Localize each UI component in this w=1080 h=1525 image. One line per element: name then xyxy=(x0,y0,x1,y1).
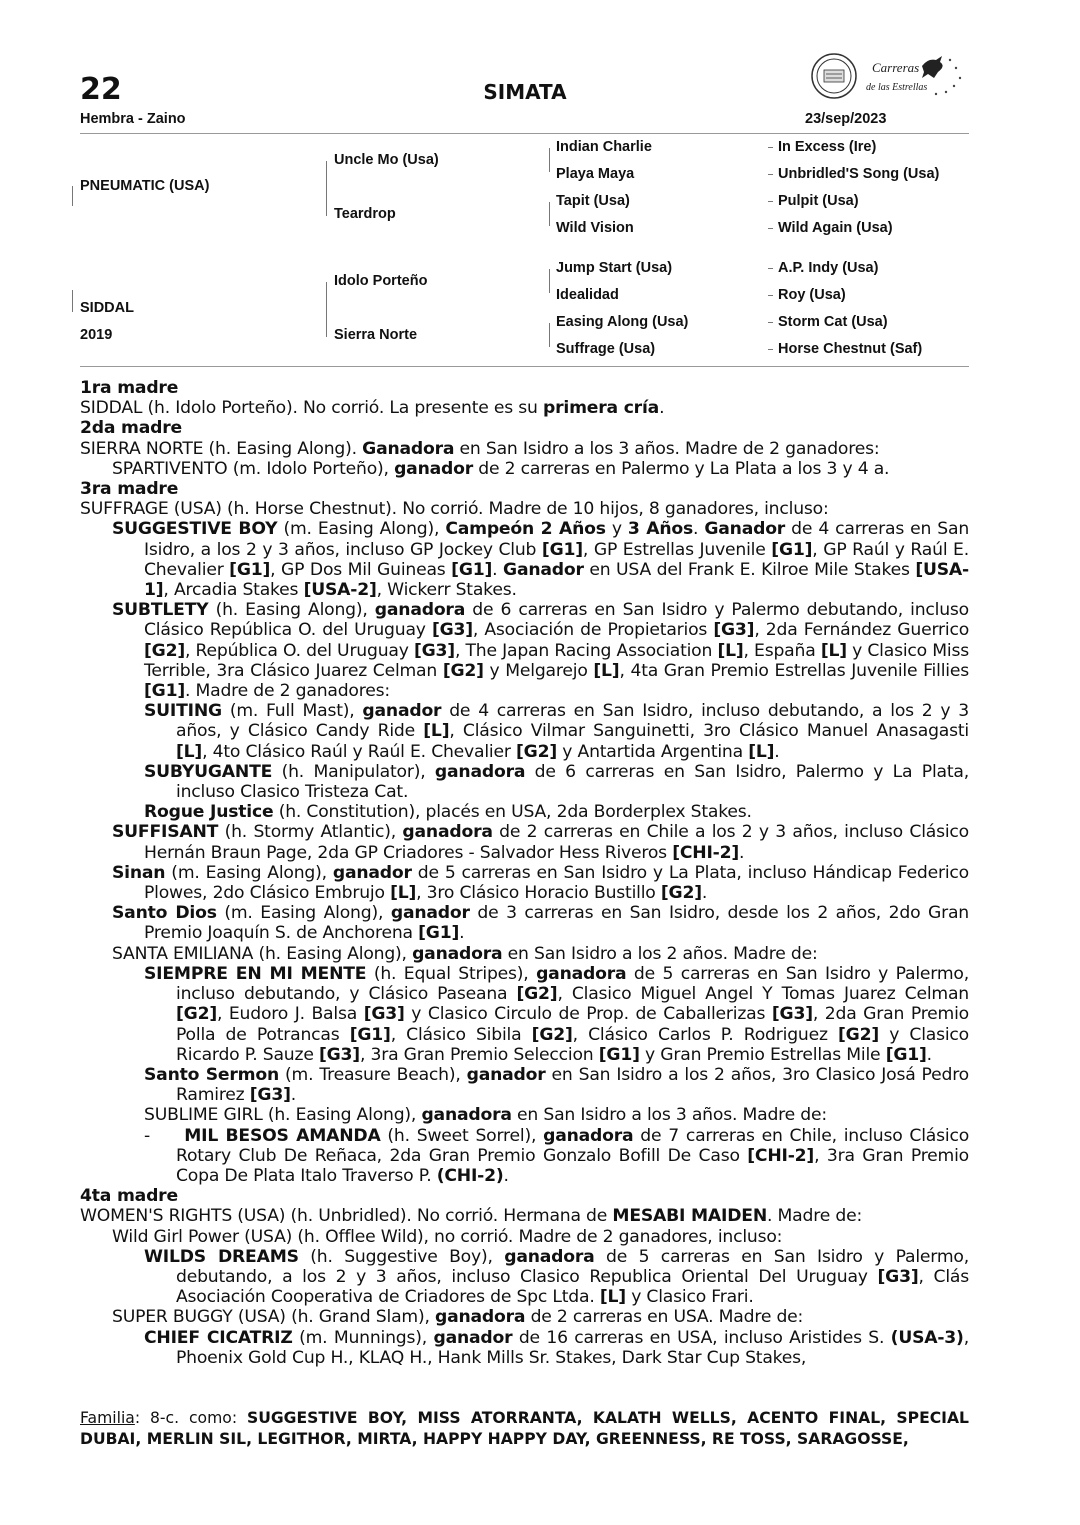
g3-ancestor: Tapit (Usa) xyxy=(556,193,630,209)
section-heading: 4ta madre xyxy=(80,1186,178,1207)
g3-bracket-1 xyxy=(549,148,550,172)
g3-bracket-3 xyxy=(549,269,550,293)
header-divider xyxy=(80,133,969,134)
running-horse-icon xyxy=(922,56,943,78)
g4-ancestor: Roy (Usa) xyxy=(778,287,846,303)
sex-color: Hembra - Zaino xyxy=(80,111,186,127)
dash xyxy=(768,228,773,229)
record-entry: WILDS DREAMS (h. Suggestive Boy), ganadora de 5 carreras en San Isidro y Palermo, debutando, a los 2 y 3 años, incluso Clasico Republica Oriental Del Uruguay [G3], Clás Asociación Cooperativa de Criadores de Spc Ltda. [L] y Clasico Frari. xyxy=(144,1246,969,1308)
g3-ancestor: Wild Vision xyxy=(556,220,634,236)
sire-bracket xyxy=(72,186,73,206)
record-entry: SIERRA NORTE (h. Easing Along). Ganadora en San Isidro a los 3 años. Madre de 2 ganadores: xyxy=(80,438,880,459)
g4-ancestor: Horse Chestnut (Saf) xyxy=(778,341,923,357)
record-entry: SUGGESTIVE BOY (m. Easing Along), Campeón 2 Años y 3 Años. Ganador de 4 carreras en San Isidro, a los 2 y 3 años, incluso GP Jockey Club [G1], GP Estrellas Juvenile [G1], GP Raúl y Raúl E. Chevalier [G1], GP Dos Mil Guineas [G1]. Ganador en USA del Frank E. Kilroe Mile Stakes [USA-1], Arcadia Stakes [USA-2], Wickerr Stakes. xyxy=(112,519,970,601)
horse-name: SIMATA xyxy=(483,80,567,104)
g3-ancestor: Jump Start (Usa) xyxy=(556,260,673,276)
record-entry: SIDDAL (h. Idolo Porteño). No corrió. La presente es su primera cría. xyxy=(80,398,665,419)
produce-record xyxy=(80,378,969,1368)
sire-dam: Teardrop xyxy=(334,206,396,222)
dash xyxy=(768,174,773,175)
g3-bracket-2 xyxy=(549,202,550,226)
family-note xyxy=(80,1408,969,1450)
g2-bracket-2 xyxy=(326,282,327,337)
dash xyxy=(768,295,773,296)
g4-ancestor: In Excess (Ire) xyxy=(778,139,877,155)
dam-bracket xyxy=(72,290,73,312)
dash xyxy=(768,201,773,202)
record-entry: SANTA EMILIANA (h. Easing Along), ganadora en San Isidro a los 2 años. Madre de: xyxy=(112,943,818,964)
dam: SIDDAL xyxy=(80,300,134,316)
dam-sire: Idolo Porteño xyxy=(334,273,428,289)
g3-ancestor: Playa Maya xyxy=(556,166,635,182)
record-entry: Santo Sermon (m. Treasure Beach), ganador en San Isidro a los 2 años, 3ro Clasico Josá Pedro Ramirez [G3]. xyxy=(144,1064,969,1106)
g4-ancestor: Unbridled'S Song (Usa) xyxy=(778,166,940,182)
dam-dam: Sierra Norte xyxy=(334,327,418,343)
record-entry: SUBTLETY (h. Easing Along), ganadora de 6 carreras en San Isidro y Palermo debutando, incluso Clásico República O. del Uruguay [G3], Asociación de Propietarios [G3], 2da Fernández Guerrico [G2], República O. del Uruguay [G3], The Japan Racing Association [L], España [L] y Clasico Miss Terrible, 3ra Clásico Juarez Celman [G2] y Melgarejo [L], 4ta Gran Premio Estrellas Juvenile Fillies [G1]. Madre de 2 ganadores: xyxy=(112,600,970,702)
g3-ancestor: Idealidad xyxy=(556,287,619,303)
g3-ancestor: Easing Along (Usa) xyxy=(556,314,689,330)
record-entry: Wild Girl Power (USA) (h. Offlee Wild), no corrió. Madre de 2 ganadores, incluso: xyxy=(112,1226,783,1247)
record-entry: CHIEF CICATRIZ (m. Munnings), ganador de 16 carreras en USA, incluso Aristides S. (USA-3), Phoenix Gold Cup H., KLAQ H., Hank Mills Sr. Stakes, Dark Star Cup Stakes, xyxy=(144,1327,969,1368)
record-entry: WOMEN'S RIGHTS (USA) (h. Unbridled). No corrió. Hermana de MESABI MAIDEN. Madre de: xyxy=(80,1206,863,1227)
dash xyxy=(768,268,773,269)
record-entry: SUITING (m. Full Mast), ganador de 4 carreras en San Isidro, incluso debutando, a los 2 y 3 años, y Clásico Candy Ride [L], Clásico Vilmar Sanguinetti, 3ro Clásico Manuel Anasagasti [L], 4to Clásico Raúl y Raúl E. Chevalier [G2] y Antartida Argentina [L]. xyxy=(144,701,969,762)
record-entry: SPARTIVENTO (m. Idolo Porteño), ganador de 2 carreras en Palermo y La Plata a los 3 y 4 a. xyxy=(112,458,890,479)
catalog-date: 23/sep/2023 xyxy=(805,111,887,127)
pedigree-divider xyxy=(80,366,969,367)
dash xyxy=(768,147,773,148)
record-entry: Rogue Justice (h. Constitution), placés en USA, 2da Borderplex Stakes. xyxy=(144,802,752,823)
record-entry: Sinan (m. Easing Along), ganador de 5 carreras en San Isidro y La Plata, incluso Hándicap Federico Plowes, 2do Clásico Embrujo [L], 3ro Clásico Horacio Bustillo [G2]. xyxy=(112,862,969,904)
sire-sire: Uncle Mo (Usa) xyxy=(334,152,439,168)
record-entry: SUBLIME GIRL (h. Easing Along), ganadora en San Isidro a los 3 años. Madre de: xyxy=(144,1105,827,1126)
family-text: : 8-c. como: xyxy=(134,1409,247,1427)
sire: PNEUMATIC (USA) xyxy=(80,178,210,194)
record-entry: SUBYUGANTE (h. Manipulator), ganadora de 6 carreras en San Isidro, Palermo y La Plata, incluso Clasico Tristeza Cat. xyxy=(144,761,969,803)
record-entry: SIEMPRE EN MI MENTE (h. Equal Stripes), ganadora de 5 carreras en San Isidro y Palermo, incluso debutando, y Clásico Paseana [G2], Clasico Miguel Angel Y Tomas Juarez Celman [G2], Eudoro J. Balsa [G3] y Clasico Circulo de Prop. de Caballerizas [G3], 2da Gran Premio Polla de Potrancas [G1], Clásico Sibila [G2], Clásico Carlos P. Rodriguez [G2] y Clasico Ricardo P. Sauze [G3], 3ra Gran Premio Seleccion [G1] y Gran Premio Estrellas Mile [G1]. xyxy=(144,963,969,1065)
g4-ancestor: Pulpit (Usa) xyxy=(778,193,859,209)
g4-ancestor: Wild Again (Usa) xyxy=(778,220,893,236)
dash xyxy=(768,349,773,350)
section-heading: 3ra madre xyxy=(80,479,179,500)
lot-number: 22 xyxy=(80,72,122,107)
event-logo xyxy=(810,48,970,104)
section-heading: 2da madre xyxy=(80,418,182,439)
g4-ancestor: A.P. Indy (Usa) xyxy=(778,260,879,276)
breeders-cup-seal-icon xyxy=(810,48,970,104)
g3-bracket-4 xyxy=(549,323,550,347)
foaling-year: 2019 xyxy=(80,327,113,343)
record-entry: Santo Dios (m. Easing Along), ganador de 3 carreras en San Isidro, desde los 2 años, 2do Gran Premio Joaquín S. de Anchorena [G1]. xyxy=(112,903,969,944)
family-names: SUGGESTIVE BOY, MISS ATORRANTA, KALATH WELLS, ACENTO FINAL, SPECIAL DUBAI, MERLIN SIL, LEGITHOR, MIRTA, HAPPY HAPPY DAY, GREENNESS, RE TOSS, SARAGOSSE, xyxy=(80,1409,969,1448)
section-heading: 1ra madre xyxy=(80,378,179,398)
g3-ancestor: Indian Charlie xyxy=(556,139,652,155)
g2-bracket-1 xyxy=(326,161,327,216)
family-label: Familia xyxy=(80,1409,135,1427)
record-entry: - MIL BESOS AMANDA (h. Sweet Sorrel), ganadora de 7 carreras en Chile, incluso Clásico Rotary Club De Reñaca, 2da Gran Premio Gonzalo Bofill De Caso [CHI-2], 3ra Gran Premio Copa De Plata Italo Traverso P. (CHI-2). xyxy=(144,1125,970,1186)
g4-ancestor: Storm Cat (Usa) xyxy=(778,314,888,330)
g3-ancestor: Suffrage (Usa) xyxy=(556,341,656,357)
record-entry: SUPER BUGGY (USA) (h. Grand Slam), ganadora de 2 carreras en USA. Madre de: xyxy=(112,1307,804,1328)
record-entry: SUFFRAGE (USA) (h. Horse Chestnut). No corrió. Madre de 10 hijos, 8 ganadores, incluso: xyxy=(80,499,829,520)
dash xyxy=(768,322,773,323)
logo-text-2: de las Estrellas xyxy=(866,82,928,93)
record-entry: SUFFISANT (h. Stormy Atlantic), ganadora de 2 carreras en Chile a los 2 y 3 años, incluso Clásico Hernán Braun Page, 2da GP Criadores - Salvador Hess Riveros [CHI-2]. xyxy=(112,822,969,863)
logo-text-1: Carreras xyxy=(872,60,920,75)
